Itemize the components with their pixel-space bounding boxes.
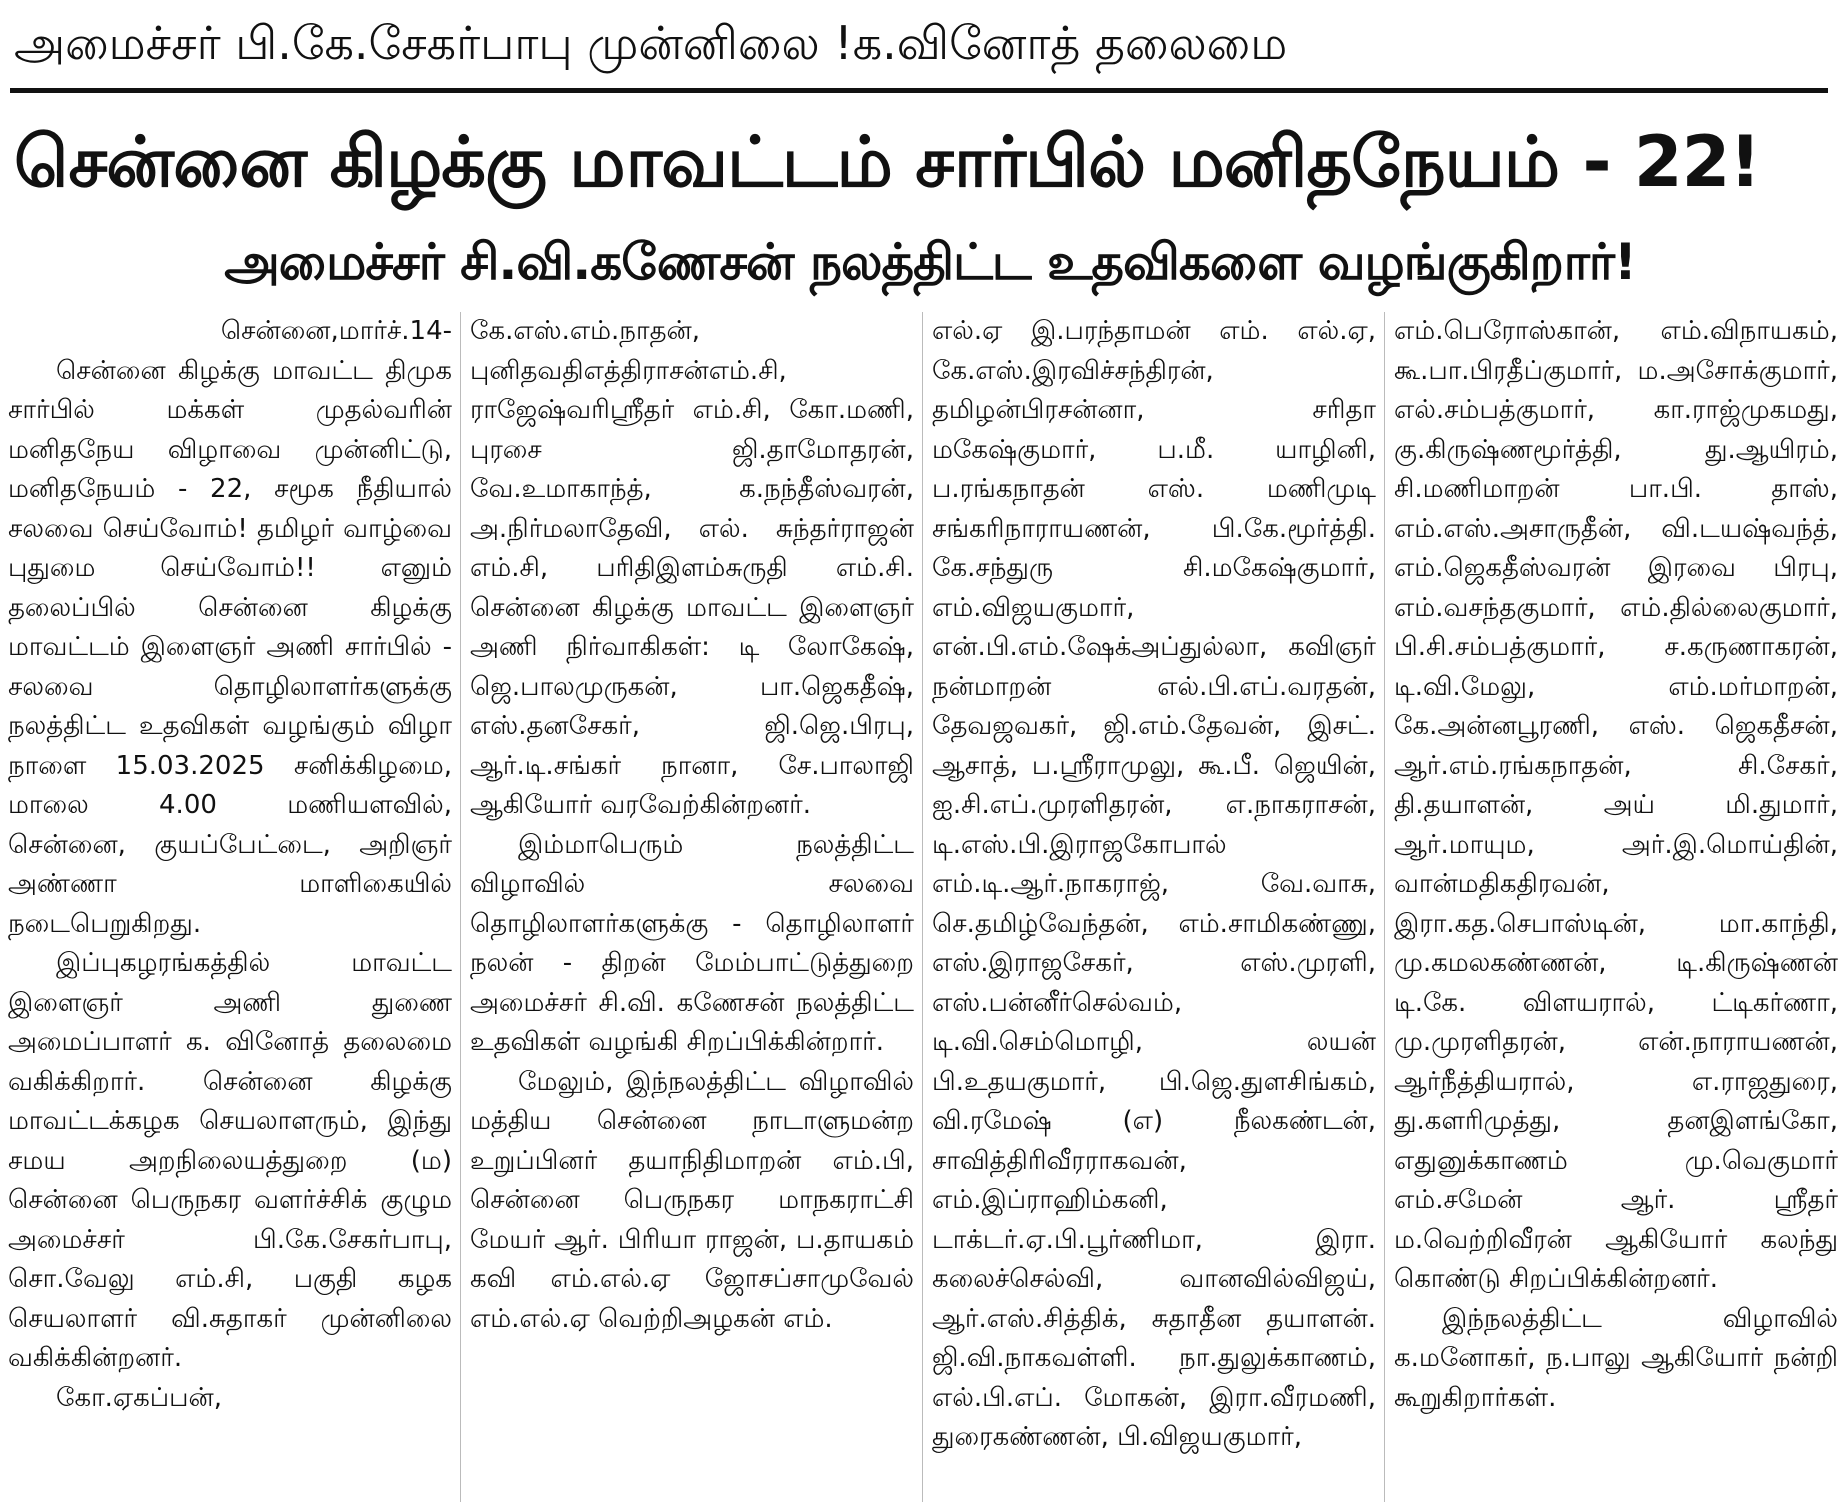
- paragraph: இந்நலத்திட்ட விழாவில் க.மனோகர், ந.பாலு ஆகியோர் நன்றி கூறுகிறார்கள்.: [1394, 1303, 1838, 1413]
- paragraph: எம்.பெரோஸ்கான், எம்.விநாயகம், கூ.பா.பிரதீப்குமார், ம.அசோக்குமார், எல்.சம்பத்குமார், கா.ராஜ்முகமது, கு.கிருஷ்ணமூர்த்தி, து.ஆயிரம், சி.மணிமாறன் பா.பி. தாஸ், எம்.எஸ்.அசாருதீன், வி.டயஷ்வந்த், எம்.ஜெகதீஸ்வரன் இரவை பிரபு, எம்.வசந்தகுமார், எம்.தில்லைகுமார், பி.சி.சம்பத்குமார், ச.கருணாகரன், டி.வி.மேலு, எம்.மர்மாறன், கே.அன்னபூரணி, எஸ். ஜெகதீசன், ஆர்.எம்.ரங்கநாதன், சி.சேகர், தி.தயாளன், அய் மி.துமார், ஆர்.மாயும, அர்.இ.மொய்தின், வான்மதிகதிரவன், இரா.கத.செபாஸ்டின், மா.காந்தி, மு.கமலகண்ணன், டி.கிருஷ்ணன் டி.கே. விளயரால், ட்டிகர்ணா, மு.முரளிதரன், என்.நாராயணன், ஆர்நீத்தியரால், எ.ராஜதுரை, து.களரிமுத்து, தனஇளங்கோ, எதுனுக்காணம் மு.வெகுமார் எம்.சமேன் ஆர். ஸ்ரீதர் ம.வெற்றிவீரன் ஆகியோர் கலந்து கொண்டு சிறப்பிக்கின்றனர்.: [1394, 316, 1838, 1294]
- column-3: [932, 312, 1376, 1502]
- column-4: [1394, 312, 1838, 1502]
- paragraph: கே.எஸ்.எம்.நாதன், புனிதவதிஎத்திராசன்எம்.சி, ராஜேஷ்வரிஸ்ரீதர் எம்.சி, கோ.மணி, புரசை ஜி.தாமோதரன், வே.உமாகாந்த், க.நந்தீஸ்வரன், அ.நிர்மலாதேவி, எல். சுந்தர்ராஜன் எம்.சி, பரிதிஇளம்சுருதி எம்.சி. சென்னை கிழக்கு மாவட்ட இளைஞர் அணி நிர்வாகிகள்: டி லோகேஷ், ஜெ.பாலமுருகன், பா.ஜெகதீஷ், எஸ்.தனசேகர், ஜி.ஜெ.பிரபு, ஆர்.டி.சங்கர் நானா, சே.பாலாஜி ஆகியோர் வரவேற்கின்றனர்.: [470, 316, 914, 820]
- column-1: [8, 312, 452, 1502]
- paragraph: மேலும், இந்நலத்திட்ட விழாவில் மத்திய சென்னை நாடாளுமன்ற உறுப்பினர் தயாநிதிமாறன் எம்.பி, சென்னை பெருநகர மாநகராட்சி மேயர் ஆர். பிரியா ராஜன், ப.தாயகம் கவி எம்.எல்.ஏ ஜோசப்சாமுவேல் எம்.எல்.ஏ வெற்றிஅழகன் எம்.: [470, 1066, 914, 1334]
- column-2: [470, 312, 914, 1502]
- column-divider: [460, 312, 461, 1502]
- paragraph: இப்புகழரங்கத்தில் மாவட்ட இளைஞர் அணி துணை அமைப்பாளர் க. வினோத் தலைமை வகிக்கிறார். சென்னை கிழக்கு மாவட்டக்கழக செயலாளரும், இந்து சமய அறநிலையத்துறை (ம) சென்னை பெருநகர வளர்ச்சிக் குழும அமைச்சர் பி.கே.சேகர்பாபு, சொ.வேலு எம்.சி, பகுதி கழக செயலாளர் வி.சுதாகர் முன்னிலை வகிக்கின்றனர்.: [8, 948, 452, 1373]
- paragraph: கோ.ஏகப்பன்,: [56, 1382, 222, 1413]
- column-divider: [922, 312, 923, 1502]
- column-divider: [1384, 312, 1385, 1502]
- headline: சென்னை கிழக்கு மாவட்டம் சார்பில் மனிதநேயம் - 22!: [14, 121, 1761, 203]
- paragraph: சென்னை கிழக்கு மாவட்ட திமுக சார்பில் மக்கள் முதல்வரின் மனிதநேய விழாவை முன்னிட்டு, மனிதநேயம் - 22, சமூக நீதியால் சலவை செய்வோம்! தமிழர் வாழ்வை புதுமை செய்வோம்!! எனும் தலைப்பில் சென்னை கிழக்கு மாவட்டம் இளைஞர் அணி சார்பில் - சலவை தொழிலாளர்களுக்கு நலத்திட்ட உதவிகள் வழங்கும் விழா நாளை 15.03.2025 சனிக்கிழமை, மாலை 4.00 மணியளவில், சென்னை, குயப்பேட்டை, அறிஞர் அண்ணா மாளிகையில் நடைபெறுகிறது.: [8, 355, 452, 939]
- kicker-divider: [10, 88, 1828, 93]
- paragraph: இம்மாபெரும் நலத்திட்ட விழாவில் சலவை தொழிலாளர்களுக்கு - தொழிலாளர் நலன் - திறன் மேம்பாட்டுத்துறை அமைச்சர் சி.வி. கணேசன் நலத்திட்ட உதவிகள் வழங்கி சிறப்பிக்கின்றார்.: [470, 829, 914, 1057]
- paragraph: எல்.ஏ இ.பரந்தாமன் எம். எல்.ஏ, கே.எஸ்.இரவிச்சந்திரன், தமிழன்பிரசன்னா, சரிதா மகேஷ்குமார், ப.மீ. யாழினி, ப.ரங்கநாதன் எஸ். மணிமுடி சங்கரிநாராயணன், பி.கே.மூர்த்தி. கே.சந்துரு சி.மகேஷ்குமார், எம்.விஜயகுமார், என்.பி.எம்.ஷேக்அப்துல்லா, கவிஞர் நன்மாறன் எல்.பி.எப்.வரதன், தேவஜவகர், ஜி.எம்.தேவன், இசட். ஆசாத், ப.ஸ்ரீராமுலு, கூ.பீ. ஜெயின், ஐ.சி.எப்.முரளிதரன், எ.நாகராசன், டி.எஸ்.பி.இராஜகோபால் எம்.டி.ஆர்.நாகராஜ், வே.வாசு, செ.தமிழ்வேந்தன், எம்.சாமிகண்ணு, எஸ்.இராஜசேகர், எஸ்.முரளி, எஸ்.பன்னீர்செல்வம், டி.வி.செம்மொழி, லயன் பி.உதயகுமார், பி.ஜெ.துளசிங்கம், வி.ரமேஷ் (எ) நீலகண்டன், சாவித்திரிவீரராகவன், எம்.இப்ராஹிம்கனி, டாக்டர்.ஏ.பி.பூர்ணிமா, இரா. கலைச்செல்வி, வானவில்விஜய், ஆர்.எஸ்.சித்திக், சுதாதீன தயாளன். ஜி.வி.நாகவள்ளி. நா.துலுக்காணம், எல்.பி.எப். மோகன், இரா.வீரமணி, துரைகண்ணன், பி.விஜயகுமார்,: [932, 316, 1376, 1452]
- subheadline: அமைச்சர் சி.வி.கணேசன் நலத்திட்ட உதவிகளை வழங்குகிறார்!: [224, 233, 1636, 291]
- kicker-line: அமைச்சர் பி.கே.சேகர்பாபு முன்னிலை !க.வினோத் தலைமை: [14, 16, 1288, 70]
- dateline: சென்னை,மார்ச்.14-: [220, 316, 452, 346]
